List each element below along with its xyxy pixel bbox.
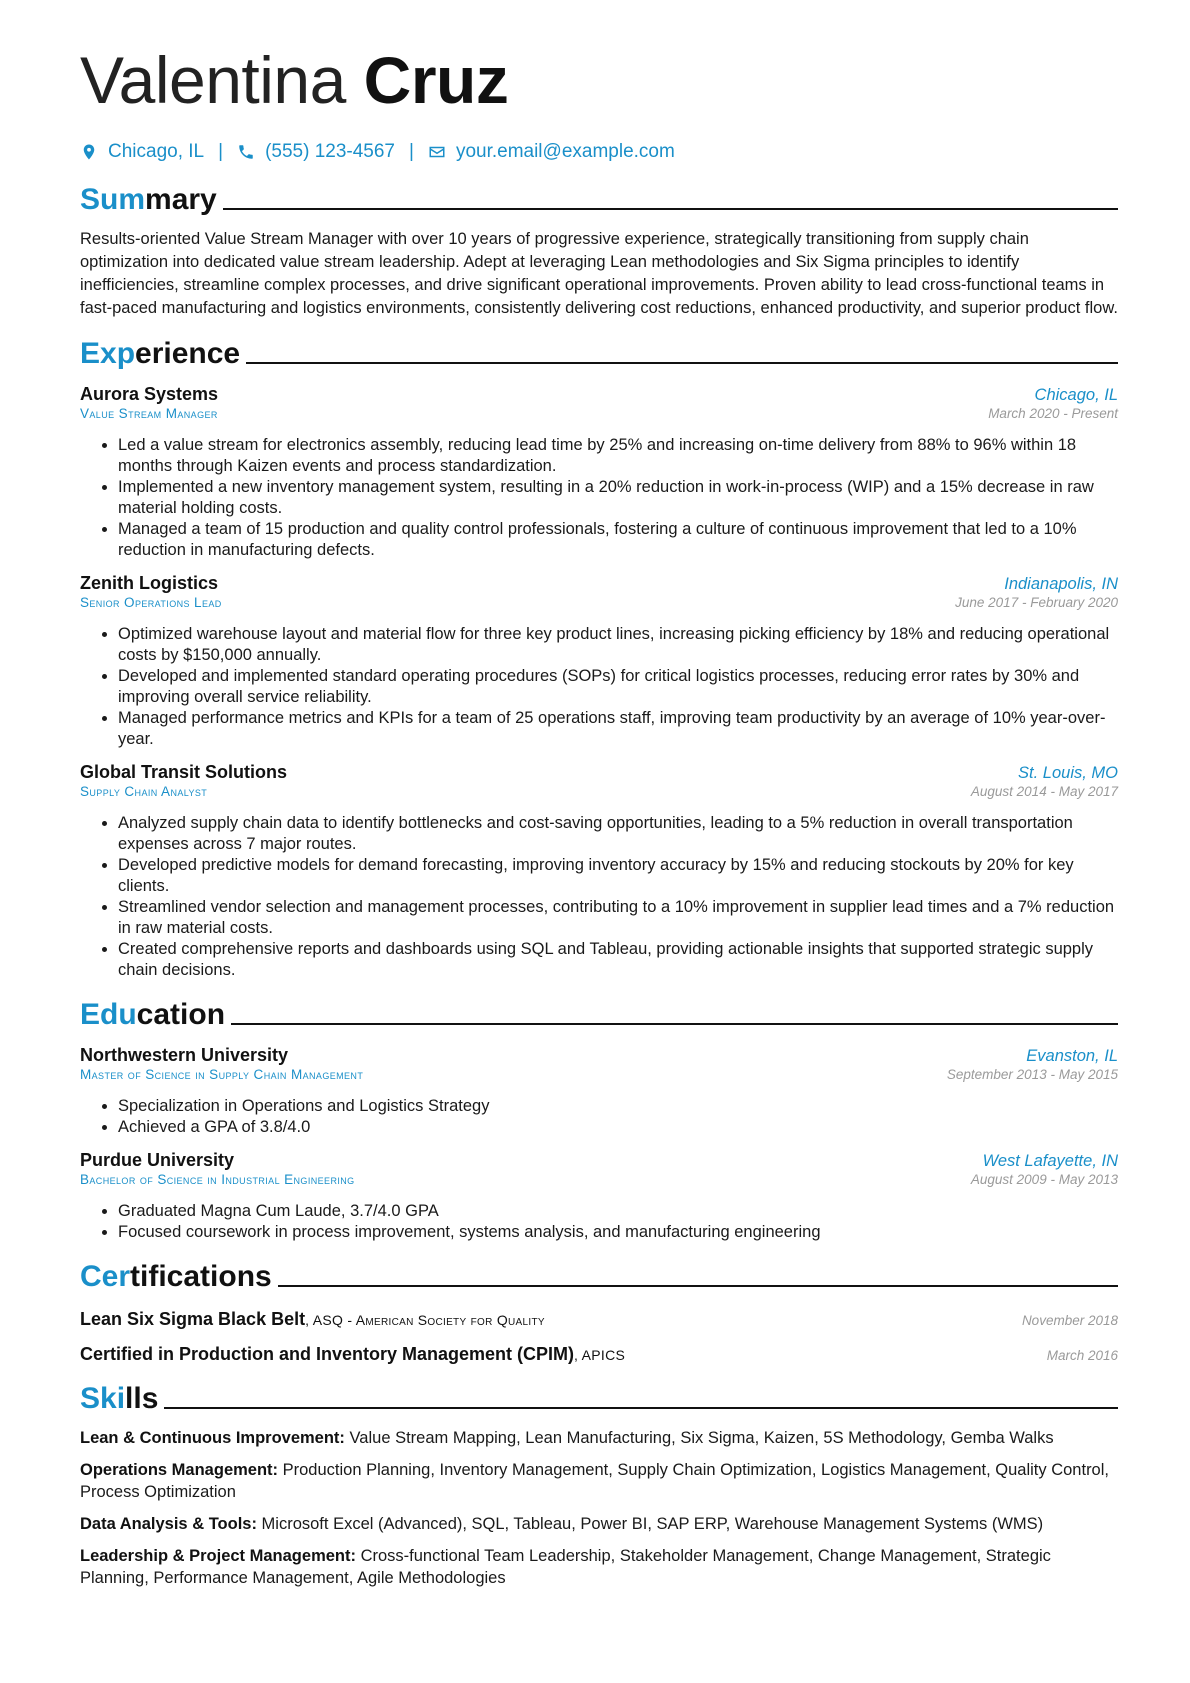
certification-list: [80, 1309, 1118, 1365]
contact-separator: |: [218, 141, 224, 162]
skills-list: [80, 1427, 1118, 1589]
bullet-list: [80, 1096, 1118, 1138]
skill-category: Leadership & Project Management:: [80, 1547, 356, 1565]
section-divider: [231, 1023, 1118, 1025]
experience-heading: [80, 330, 1118, 372]
education-list: [80, 1045, 1118, 1243]
education-heading: [80, 991, 1118, 1033]
skill-category: Operations Management:: [80, 1461, 279, 1479]
bullet-item: • Graduated Magna Cum Laude, 3.7/4.0 GPA: [118, 1201, 1118, 1222]
section-divider: [223, 208, 1118, 210]
bullet-list: [80, 435, 1118, 561]
skill-line: [80, 1545, 1118, 1589]
section-title: Education: [80, 998, 226, 1031]
certification-title: [80, 1309, 545, 1330]
location-text: Chicago, IL: [108, 141, 205, 162]
contact-phone[interactable]: [237, 141, 395, 163]
certification-row: [80, 1309, 1118, 1330]
contact-email[interactable]: [428, 141, 675, 163]
bullet-item: • Developed predictive models for demand forecasting, improving inventory accuracy by 15% and reducing stockouts by 20% for key clients.: [118, 855, 1118, 897]
bullet-item: • Created comprehensive reports and dashboards using SQL and Tableau, providing actionable insights that supported strategic supply chain decisions.: [118, 939, 1118, 981]
entry-location: Evanston, IL: [1026, 1047, 1118, 1065]
entry-header-row: [80, 384, 1118, 405]
skill-line: [80, 1513, 1118, 1535]
certification-row: [80, 1344, 1118, 1365]
entry-date: September 2013 - May 2015: [946, 1067, 1118, 1082]
entry-date: March 2020 - Present: [988, 406, 1118, 421]
summary-heading: [80, 176, 1118, 218]
bullet-list: [80, 1201, 1118, 1243]
skills-heading: [80, 1375, 1118, 1417]
experience-entry: [80, 573, 1118, 750]
contact-separator: |: [409, 141, 414, 162]
entry-header-row: [80, 1150, 1118, 1171]
entry-subheader-row: [80, 1066, 1118, 1082]
experience-entry: [80, 384, 1118, 561]
bullet-item: • Achieved a GPA of 3.8/4.0: [118, 1117, 1118, 1138]
entry-role: Master of Science in Supply Chain Management: [80, 1067, 364, 1082]
section-divider: [278, 1285, 1118, 1287]
entry-location: Chicago, IL: [1034, 386, 1118, 404]
bullet-list: [80, 624, 1118, 750]
bullet-item: • Implemented a new inventory management system, resulting in a 20% reduction in work-in-process (WIP) and a 15% decrease in raw material holding costs.: [118, 477, 1118, 519]
entry-role: Bachelor of Science in Industrial Engineering: [80, 1172, 355, 1187]
summary-text: Results-oriented Value Stream Manager with over 10 years of progressive experience, strategically transitioning from supply chain optimization into dedicated value stream leadership. Adept at leveraging Lean methodologies and Six Sigma principles to identify inefficiencies, streamline complex processes, and drive significant operational improvements. Proven ability to lead cross-functional teams in fast-paced manufacturing and logistics environments, consistently delivering cost reductions, enhanced productivity, and superior product flow.: [80, 230, 1118, 317]
education-entry: [80, 1045, 1118, 1138]
skill-line: [80, 1459, 1118, 1503]
entry-subheader-row: [80, 1171, 1118, 1187]
section-divider: [246, 362, 1118, 364]
contact-location: [80, 141, 204, 163]
bullet-item: • Focused coursework in process improvement, systems analysis, and manufacturing engineering: [118, 1222, 1118, 1243]
first-name: Valentina: [80, 43, 346, 117]
entry-date: August 2014 - May 2017: [970, 784, 1118, 799]
skill-category: Data Analysis & Tools:: [80, 1515, 257, 1533]
entry-date: June 2017 - February 2020: [955, 595, 1118, 610]
last-name: Cruz: [363, 43, 509, 117]
skill-list-text: Value Stream Mapping, Lean Manufacturing, Six Sigma, Kaizen, 5S Methodology, Gemba Walks: [344, 1429, 1054, 1447]
entry-location: Indianapolis, IN: [1004, 575, 1118, 593]
bullet-item: • Developed and implemented standard operating procedures (SOPs) for critical logistics processes, reducing error rates by 30% and improving overall service reliability.: [118, 666, 1118, 708]
section-title: Summary: [80, 183, 217, 216]
bullet-list: [80, 813, 1118, 981]
education-entry: [80, 1150, 1118, 1243]
organization-name: Aurora Systems: [80, 384, 219, 404]
entry-header-row: [80, 1045, 1118, 1066]
envelope-icon: [428, 143, 446, 161]
bullet-item: • Streamlined vendor selection and management processes, contributing to a 10% improvement in supplier lead times and a 7% reduction in raw material costs.: [118, 897, 1118, 939]
entry-subheader-row: [80, 405, 1118, 421]
section-title: Certifications: [80, 1260, 272, 1293]
organization-name: Purdue University: [80, 1150, 235, 1170]
candidate-name: [80, 40, 1118, 120]
certification-date: March 2016: [1046, 1348, 1118, 1363]
entry-header-row: [80, 573, 1118, 594]
certification-issuer: , APICS: [574, 1347, 626, 1363]
entry-header-row: [80, 762, 1118, 783]
organization-name: Northwestern University: [80, 1045, 289, 1065]
entry-subheader-row: [80, 594, 1118, 610]
entry-location: St. Louis, MO: [1018, 764, 1118, 782]
certification-date: November 2018: [1021, 1313, 1118, 1328]
bullet-item: • Managed a team of 15 production and quality control professionals, fostering a culture of continuous improvement that led to a 10% reduction in manufacturing defects.: [118, 519, 1118, 561]
organization-name: Global Transit Solutions: [80, 762, 288, 782]
entry-location: West Lafayette, IN: [982, 1152, 1118, 1170]
phone-text: (555) 123-4567: [265, 141, 395, 162]
skill-list-text: Microsoft Excel (Advanced), SQL, Tableau, Power BI, SAP ERP, Warehouse Management Systems (WMS): [256, 1515, 1044, 1533]
entry-role: Value Stream Manager: [80, 406, 218, 421]
skill-line: [80, 1427, 1118, 1449]
certifications-heading: [80, 1253, 1118, 1295]
entry-subheader-row: [80, 783, 1118, 799]
skill-list-text: Cross-functional Team Leadership, Stakeholder Management, Change Management, Strategic Planning, Performance Management, Agile Methodologies: [80, 1547, 1051, 1587]
phone-icon: [237, 143, 255, 161]
experience-entry: [80, 762, 1118, 981]
section-title: Experience: [80, 337, 241, 370]
entry-role: Supply Chain Analyst: [80, 784, 208, 799]
certification-issuer: , ASQ - American Society for Quality: [305, 1312, 545, 1328]
skill-category: Lean & Continuous Improvement:: [80, 1429, 345, 1447]
bullet-item: • Analyzed supply chain data to identify bottlenecks and cost-saving opportunities, leading to a 5% reduction in overall transportation expenses across 7 major routes.: [118, 813, 1118, 855]
certification-title: [80, 1344, 625, 1365]
bullet-item: • Managed performance metrics and KPIs for a team of 25 operations staff, improving team productivity by an average of 10% year-over-year.: [118, 708, 1118, 750]
bullet-item: • Specialization in Operations and Logistics Strategy: [118, 1096, 1118, 1117]
section-divider: [164, 1407, 1118, 1409]
email-text: your.email@example.com: [455, 141, 675, 162]
bullet-item: • Optimized warehouse layout and material flow for three key product lines, increasing picking efficiency by 18% and reducing operational costs by $150,000 annually.: [118, 624, 1118, 666]
bullet-item: • Led a value stream for electronics assembly, reducing lead time by 25% and increasing on-time delivery from 88% to 96% within 18 months through Kaizen events and process standardization.: [118, 435, 1118, 477]
organization-name: Zenith Logistics: [80, 573, 219, 593]
entry-role: Senior Operations Lead: [80, 595, 222, 610]
entry-date: August 2009 - May 2013: [970, 1172, 1118, 1187]
certification-name: Certified in Production and Inventory Management (CPIM): [80, 1344, 575, 1364]
contact-bar: [80, 138, 1118, 166]
map-pin-icon: [80, 143, 98, 161]
certification-name: Lean Six Sigma Black Belt: [80, 1309, 306, 1329]
experience-list: [80, 384, 1118, 981]
skill-list-text: Production Planning, Inventory Management, Supply Chain Optimization, Logistics Management, Quality Control, Process Optimization: [80, 1461, 1109, 1501]
section-title: Skills: [80, 1382, 159, 1415]
